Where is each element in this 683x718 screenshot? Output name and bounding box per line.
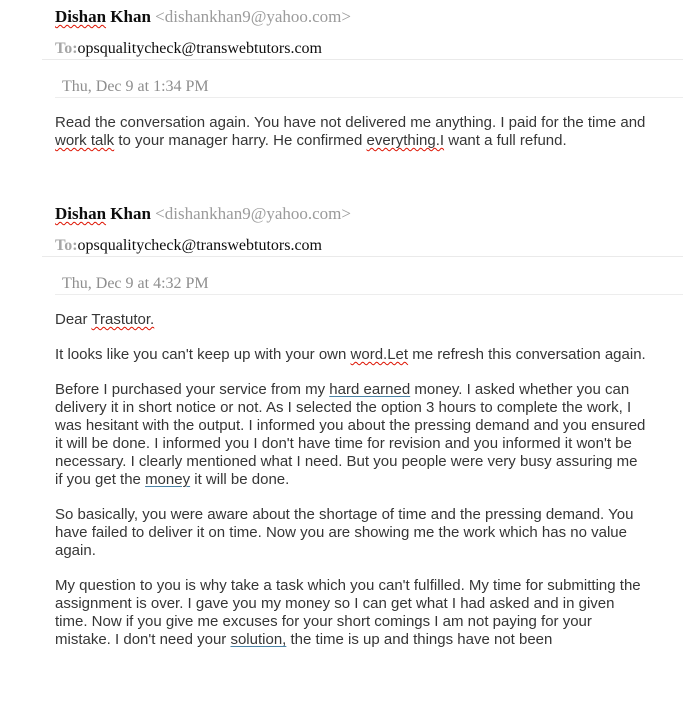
misspelled-text: Trastutor. (91, 311, 155, 328)
email-paragraph (55, 381, 647, 489)
misspelled-text: word.Let (350, 346, 409, 363)
text-run: So basically, you were aware about the shortage of time and the pressing demand. You have failed to deliver it on time. Now you are showing me the work which has no value again. (55, 506, 634, 559)
email-to-line (42, 237, 683, 257)
text-run: to your manager harry. He confirmed (114, 132, 367, 149)
timestamp-text: Thu, Dec 9 at 4:32 PM (62, 275, 209, 292)
to-label: To: (55, 237, 78, 254)
email-body (55, 311, 647, 649)
sender-email[interactable]: <dishankhan9@yahoo.com> (155, 204, 351, 223)
timestamp-text: Thu, Dec 9 at 1:34 PM (62, 78, 209, 95)
email-paragraph (55, 577, 647, 649)
email-timestamp (55, 60, 683, 98)
misspelled-text: work talk (55, 132, 115, 149)
misspelled-text: Dishan (55, 204, 107, 223)
text-run: Khan (106, 7, 151, 26)
recipient-email[interactable]: opsqualitycheck@transwebtutors.com (77, 237, 322, 254)
text-run: me refresh this conversation again. (408, 346, 646, 363)
text-run: want a full refund. (444, 132, 567, 149)
text-run: it will be done. (190, 471, 290, 488)
linked-text[interactable]: hard earned (329, 381, 411, 398)
email-body (55, 114, 647, 150)
email-from-line (55, 203, 647, 225)
linked-text[interactable]: solution, (230, 631, 287, 648)
text-run: Khan (106, 204, 151, 223)
email-paragraph (55, 506, 647, 560)
email-from-line (55, 6, 647, 28)
text-run: It looks like you can't keep up with your own (55, 346, 351, 363)
misspelled-text: Dishan (55, 7, 107, 26)
email-message (55, 6, 647, 150)
misspelled-text: everything.I (366, 132, 445, 149)
sender-name[interactable] (55, 7, 151, 26)
text-run: Before I purchased your service from my (55, 381, 330, 398)
recipient-email[interactable]: opsqualitycheck@transwebtutors.com (77, 40, 322, 57)
text-run: Read the conversation again. You have not delivered me anything. I paid for the time and (55, 114, 646, 131)
text-run: the time is up and things have not been (286, 631, 553, 648)
sender-email[interactable]: <dishankhan9@yahoo.com> (155, 7, 351, 26)
email-to-line (42, 40, 683, 60)
email-paragraph (55, 311, 647, 329)
linked-text[interactable]: money (145, 471, 191, 488)
sender-name[interactable] (55, 204, 151, 223)
text-run: Dear (55, 311, 92, 328)
text-run: money. I asked whether you can delivery it in short notice or not. As I selected the option 3 hours to complete the work, I was hesitant with the output. I informed you about the pressing demand and you ensured it will be done. I informed you I don't have time for revision and you informed it won't be necessary. I clearly mentioned what I need. But you people were very busy assuring me if you get the (55, 381, 646, 488)
text-run: My question to you is why take a task which you can't fulfilled. My time for submitting the assignment is over. I gave you my money so I can get what I had asked and in given time. Now if you give me excuses for your short comings I am not paying for your mistake. I don't need your (55, 577, 641, 648)
email-paragraph (55, 346, 647, 364)
email-timestamp (55, 257, 683, 295)
email-message (55, 203, 647, 649)
email-paragraph (55, 114, 647, 150)
to-label: To: (55, 40, 78, 57)
